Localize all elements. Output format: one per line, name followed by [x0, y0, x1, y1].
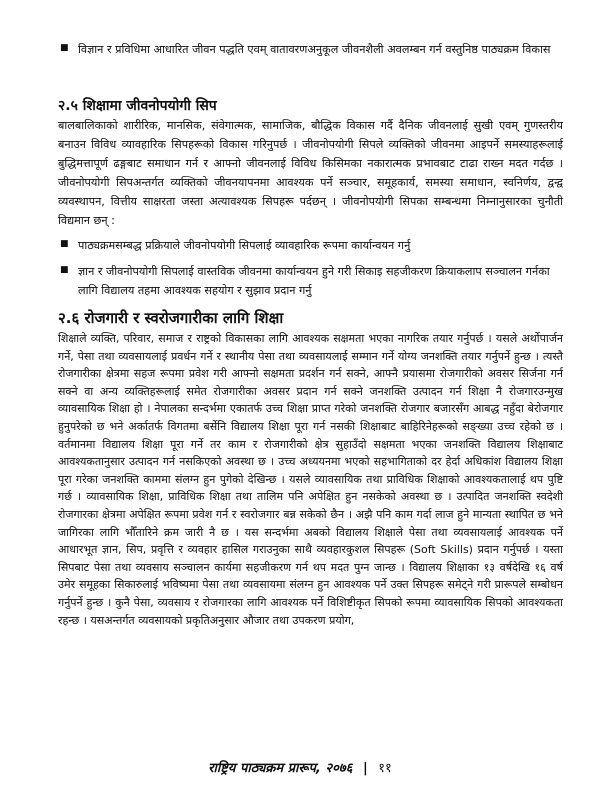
page-footer: [0, 758, 600, 776]
list-item: [60, 262, 560, 300]
square-bullet-icon: ■: [60, 265, 69, 275]
section-heading-2-6: २.६ रोजगारी र स्वरोजगारीका लागि शिक्षा: [58, 309, 284, 327]
list-item: [60, 236, 560, 255]
list-item: [60, 40, 560, 59]
bullet-text: विज्ञान र प्रविधिमा आधारित जीवन पद्धति एवम् वातावरणअनुकूल जीवनशैली अवलम्बन गर्न वस्तुनिष्ठ पाठ्यक्रम विकास: [78, 43, 551, 56]
page-number: ११: [378, 761, 392, 776]
bullet-text: पाठ्यक्रमसम्बद्ध प्रक्रियाले जीवनोपयोगी सिपलाई व्यावहारिक रूपमा कार्यान्वयन गर्नु: [78, 239, 411, 252]
footer-separator: |: [362, 761, 368, 776]
square-bullet-icon: ■: [60, 239, 69, 249]
section-heading-2-5: २.५ शिक्षामा जीवनोपयोगी सिप: [58, 98, 217, 114]
bullet-text: ज्ञान र जीवनोपयोगी सिपलाई वास्तविक जीवनमा कार्यान्वयन हुने गरी सिकाइ सहजीकरण क्रियाकलाप सञ्चालन गर्नका लागि विद्यालय तहमा आवश्यक सहयोग र सुझाव प्रदान गर्नु: [78, 265, 550, 297]
section-2-5-paragraph: बालबालिकाको शारीरिक, मानसिक, संवेगात्मक, सामाजिक, बौद्धिक विकास गर्दै दैनिक जीवनलाई सुखी एवम् गुणस्तरीय बनाउन विविध व्यावहारिक सिपहरूको विकास गरिनुपर्छ । जीवनोपयोगी सिपले व्यक्तिको जीवनमा आइपर्ने समस्याहरूलाई बुद्धिमत्तापूर्ण ढङ्गबाट समाधान गर्न र आफ्नो जीवनलाई विविध किसिमका नकारात्मक प्रभावबाट टाढा राख्न मदत गर्दछ । जीवनोपयोगी सिपअन्तर्गत व्यक्तिको जीवनयापनमा आवश्यक पर्ने सञ्चार, समूहकार्य, समस्या समाधान, स्वनिर्णय, द्वन्द्व व्यवस्थापन, वित्तीय साक्षरता जस्ता अत्यावश्यक सिपहरू पर्दछन् । जीवनोपयोगी सिपका सम्बन्धमा निम्नानुसारका चुनौती विद्यमान छन् :: [58, 119, 563, 227]
section-2-6-paragraph: शिक्षाले व्यक्ति, परिवार, समाज र राष्ट्रको विकासका लागि आवश्यक सक्षमता भएका नागरिक तयार गर्नुपर्छ । यसले अर्थोपार्जन गर्ने, पेसा तथा व्यवसायलाई प्रवर्धन गर्ने र स्थानीय पेसा तथा व्यवसायलाई सम्मान गर्ने योग्य जनशक्ति तयार गर्नुपर्ने हुन्छ । त्यस्तै रोजगारीका क्षेत्रमा सहज रूपमा प्रवेश गरी आफ्नो सक्षमता प्रदर्शन गर्न सक्ने, आफ्नै प्रयासमा रोजगारीको अवसर सिर्जना गर्न सक्ने वा अन्य व्यक्तिहरूलाई समेत रोजगारीका अवसर प्रदान गर्न सक्ने जनशक्ति उत्पादन गर्न शिक्षा नै रोजगारउन्मुख व्यावसायिक शिक्षा हो । नेपालका सन्दर्भमा एकातर्फ उच्च शिक्षा प्राप्त गरेको जनशक्ति रोजगार बजारसँग आबद्ध नहुँदा बेरोजगार हुनुपरेको छ भने अर्कातर्फ विगतमा बर्सेनि विद्यालय शिक्षा पूरा गर्न नसकी शिक्षाबाट बाहिरिनेहरूको सङ्ख्या उच्च रहेको छ । वर्तमानमा विद्यालय शिक्षा पूरा गर्ने तर काम र रोजगारीको क्षेत्र सुहाउँदो सक्षमता भएका जनशक्ति विद्यालय शिक्षाबाट आवश्यकतानुसार उत्पादन गर्न नसकिएको अवस्था छ । उच्च अध्ययनमा भएको सहभागिताको दर हेर्दा अधिकांश विद्यालय शिक्षा पूरा गरेका जनशक्ति काममा संलग्न हुन पुगेको देखिन्छ । यसले व्यावसायिक तथा प्राविधिक शिक्षाको आवश्यकतालाई थप पुष्टि गर्छ । व्यावसायिक शिक्षा, प्राविधिक शिक्षा तथा तालिम पनि अपेक्षित हुन नसकेको अवस्था छ । उत्पादित जनशक्ति स्वदेशी रोजगारका क्षेत्रमा अपेक्षित रूपमा प्रवेश गर्न र स्वरोजगार बन्न सकेको छैन । अझै पनि काम गर्दा लाज हुने मान्यता स्थापित छ भने जागिरका लागि भौँतारिने क्रम जारी नै छ । यस सन्दर्भमा अबको विद्यालय शिक्षाले पेसा तथा व्यवसायलाई आवश्यक पर्ने आधारभूत ज्ञान, सिप, प्रवृत्ति र व्यवहार हासिल गराउनुका साथै व्यवहारकुशल सिपहरू (Soft Skills) प्रदान गर्नुपर्छ । यस्ता सिपबाट पेसा तथा व्यवसाय सञ्चालन कार्यमा सहजीकरण गर्न थप मदत पुग्न जान्छ । विद्यालय शिक्षाका १३ वर्षदेखि १६ वर्ष उमेर समूहका सिकारुलाई भविष्यमा पेसा तथा व्यवसायमा संलग्न हुन आवश्यक पर्ने उक्त सिपहरू समेट्ने गरी प्रारूपले सम्बोधन गर्नुपर्ने हुन्छ । कुनै पेसा, व्यवसाय र रोजगारका लागि आवश्यक पर्ने विशिष्टीकृत सिपको रूपमा व्यावसायिक सिपको आवश्यकता रहन्छ । यसअन्तर्गत व्यवसायको प्रकृतिअनुसार औजार तथा उपकरण प्रयोग,: [58, 332, 563, 627]
footer-title: राष्ट्रिय पाठ्यक्रम प्रारूप, २०७६: [208, 761, 353, 776]
square-bullet-icon: ■: [60, 43, 69, 53]
